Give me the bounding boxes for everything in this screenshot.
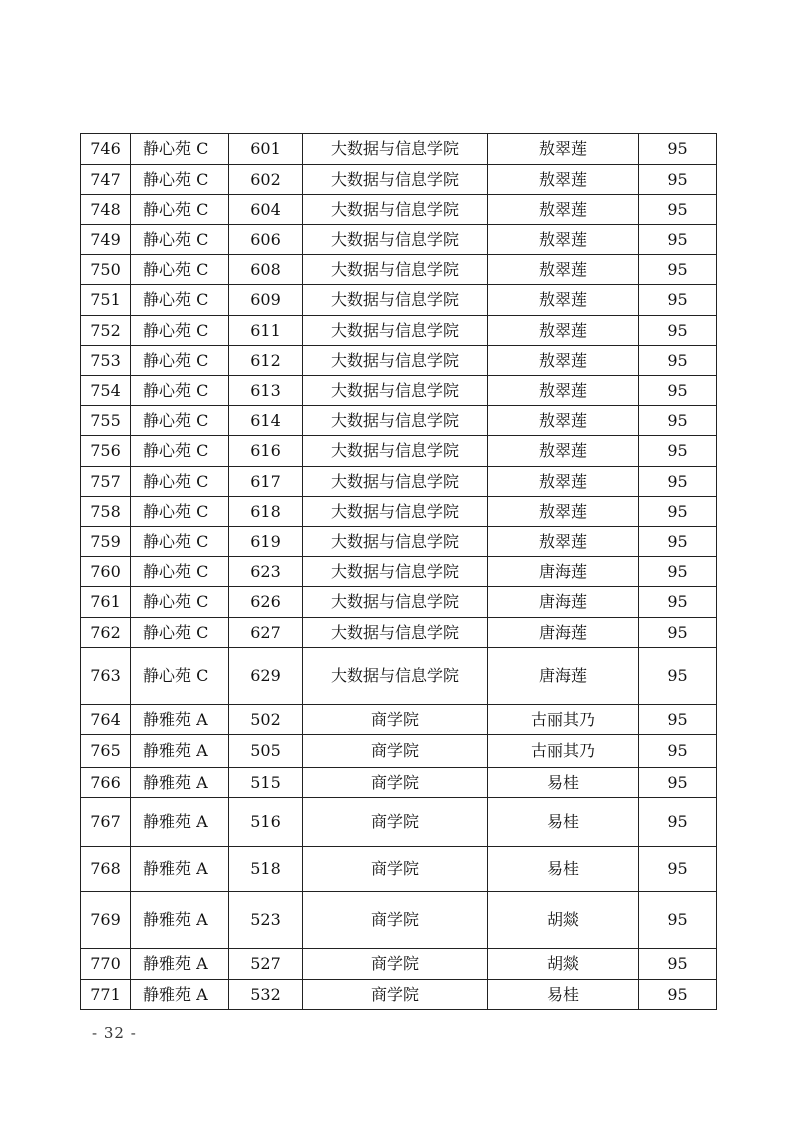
- cell-room: 613: [229, 376, 303, 406]
- table-row: [81, 949, 717, 980]
- table-row: [81, 406, 717, 436]
- cell-college: 商学院: [303, 768, 488, 798]
- cell-college: 大数据与信息学院: [303, 195, 488, 225]
- cell-score: 95: [639, 316, 717, 346]
- cell-room: 527: [229, 949, 303, 980]
- cell-score: 95: [639, 436, 717, 467]
- cell-number: 756: [81, 436, 131, 467]
- cell-building: 静心苑 C: [131, 134, 229, 165]
- cell-number: 757: [81, 467, 131, 497]
- table-row: [81, 847, 717, 892]
- cell-college: 大数据与信息学院: [303, 346, 488, 376]
- cell-room: 629: [229, 648, 303, 705]
- cell-building: 静心苑 C: [131, 618, 229, 648]
- cell-building: 静心苑 C: [131, 376, 229, 406]
- table-row: [81, 195, 717, 225]
- cell-number: 771: [81, 980, 131, 1010]
- cell-college: 大数据与信息学院: [303, 225, 488, 255]
- cell-number: 748: [81, 195, 131, 225]
- cell-counselor: 易桂: [488, 980, 639, 1010]
- cell-room: 626: [229, 587, 303, 618]
- cell-room: 618: [229, 497, 303, 527]
- cell-number: 755: [81, 406, 131, 436]
- cell-score: 95: [639, 467, 717, 497]
- cell-college: 大数据与信息学院: [303, 436, 488, 467]
- cell-number: 762: [81, 618, 131, 648]
- cell-room: 505: [229, 735, 303, 768]
- table-row: [81, 527, 717, 557]
- cell-building: 静雅苑 A: [131, 949, 229, 980]
- cell-room: 604: [229, 195, 303, 225]
- cell-building: 静心苑 C: [131, 648, 229, 705]
- cell-number: 753: [81, 346, 131, 376]
- cell-score: 95: [639, 527, 717, 557]
- cell-building: 静心苑 C: [131, 225, 229, 255]
- cell-score: 95: [639, 134, 717, 165]
- cell-college: 大数据与信息学院: [303, 165, 488, 195]
- cell-building: 静心苑 C: [131, 527, 229, 557]
- table-row: [81, 316, 717, 346]
- cell-number: 749: [81, 225, 131, 255]
- cell-score: 95: [639, 980, 717, 1010]
- cell-room: 616: [229, 436, 303, 467]
- cell-building: 静心苑 C: [131, 316, 229, 346]
- cell-number: 763: [81, 648, 131, 705]
- cell-college: 大数据与信息学院: [303, 557, 488, 587]
- cell-number: 768: [81, 847, 131, 892]
- cell-score: 95: [639, 618, 717, 648]
- cell-building: 静雅苑 A: [131, 768, 229, 798]
- cell-counselor: 易桂: [488, 847, 639, 892]
- cell-counselor: 胡燚: [488, 949, 639, 980]
- cell-college: 商学院: [303, 892, 488, 949]
- cell-building: 静心苑 C: [131, 195, 229, 225]
- cell-score: 95: [639, 768, 717, 798]
- cell-college: 大数据与信息学院: [303, 648, 488, 705]
- cell-room: 602: [229, 165, 303, 195]
- cell-college: 大数据与信息学院: [303, 618, 488, 648]
- cell-college: 商学院: [303, 980, 488, 1010]
- cell-score: 95: [639, 648, 717, 705]
- table-row: [81, 705, 717, 735]
- cell-college: 大数据与信息学院: [303, 406, 488, 436]
- cell-building: 静心苑 C: [131, 255, 229, 285]
- cell-counselor: 胡燚: [488, 892, 639, 949]
- cell-room: 619: [229, 527, 303, 557]
- cell-counselor: 敖翠莲: [488, 376, 639, 406]
- cell-college: 大数据与信息学院: [303, 134, 488, 165]
- cell-building: 静心苑 C: [131, 436, 229, 467]
- cell-college: 大数据与信息学院: [303, 587, 488, 618]
- cell-counselor: 敖翠莲: [488, 165, 639, 195]
- cell-room: 611: [229, 316, 303, 346]
- table-row: [81, 134, 717, 165]
- cell-counselor: 敖翠莲: [488, 285, 639, 316]
- cell-room: 608: [229, 255, 303, 285]
- cell-number: 769: [81, 892, 131, 949]
- cell-building: 静心苑 C: [131, 497, 229, 527]
- cell-score: 95: [639, 587, 717, 618]
- cell-score: 95: [639, 165, 717, 195]
- cell-building: 静雅苑 A: [131, 705, 229, 735]
- cell-counselor: 易桂: [488, 768, 639, 798]
- cell-room: 609: [229, 285, 303, 316]
- cell-number: 761: [81, 587, 131, 618]
- table-row: [81, 497, 717, 527]
- cell-score: 95: [639, 847, 717, 892]
- cell-room: 516: [229, 798, 303, 847]
- cell-college: 商学院: [303, 735, 488, 768]
- cell-number: 746: [81, 134, 131, 165]
- table-row: [81, 980, 717, 1010]
- cell-score: 95: [639, 255, 717, 285]
- cell-counselor: 敖翠莲: [488, 467, 639, 497]
- table-row: [81, 768, 717, 798]
- cell-score: 95: [639, 376, 717, 406]
- cell-room: 515: [229, 768, 303, 798]
- table-row: [81, 587, 717, 618]
- cell-number: 747: [81, 165, 131, 195]
- cell-score: 95: [639, 892, 717, 949]
- cell-building: 静雅苑 A: [131, 798, 229, 847]
- cell-building: 静心苑 C: [131, 346, 229, 376]
- cell-score: 95: [639, 497, 717, 527]
- cell-number: 750: [81, 255, 131, 285]
- cell-number: 765: [81, 735, 131, 768]
- cell-college: 大数据与信息学院: [303, 376, 488, 406]
- table-row: [81, 735, 717, 768]
- cell-building: 静心苑 C: [131, 587, 229, 618]
- cell-college: 商学院: [303, 847, 488, 892]
- cell-counselor: 唐海莲: [488, 648, 639, 705]
- cell-score: 95: [639, 285, 717, 316]
- cell-counselor: 敖翠莲: [488, 255, 639, 285]
- table-body: [81, 134, 717, 1010]
- cell-college: 大数据与信息学院: [303, 527, 488, 557]
- dormitory-score-table: [80, 133, 717, 1010]
- cell-college: 商学院: [303, 949, 488, 980]
- cell-counselor: 敖翠莲: [488, 436, 639, 467]
- cell-room: 614: [229, 406, 303, 436]
- cell-room: 523: [229, 892, 303, 949]
- cell-room: 623: [229, 557, 303, 587]
- cell-building: 静心苑 C: [131, 285, 229, 316]
- cell-building: 静雅苑 A: [131, 847, 229, 892]
- cell-score: 95: [639, 735, 717, 768]
- cell-score: 95: [639, 798, 717, 847]
- cell-room: 502: [229, 705, 303, 735]
- table-row: [81, 346, 717, 376]
- cell-building: 静心苑 C: [131, 165, 229, 195]
- cell-number: 764: [81, 705, 131, 735]
- cell-counselor: 唐海莲: [488, 618, 639, 648]
- cell-counselor: 敖翠莲: [488, 225, 639, 255]
- table-row: [81, 557, 717, 587]
- cell-counselor: 敖翠莲: [488, 527, 639, 557]
- cell-room: 617: [229, 467, 303, 497]
- cell-number: 759: [81, 527, 131, 557]
- cell-score: 95: [639, 949, 717, 980]
- cell-counselor: 敖翠莲: [488, 406, 639, 436]
- cell-number: 751: [81, 285, 131, 316]
- cell-counselor: 敖翠莲: [488, 195, 639, 225]
- cell-room: 518: [229, 847, 303, 892]
- cell-counselor: 敖翠莲: [488, 346, 639, 376]
- cell-score: 95: [639, 195, 717, 225]
- cell-number: 766: [81, 768, 131, 798]
- cell-counselor: 敖翠莲: [488, 134, 639, 165]
- table-row: [81, 892, 717, 949]
- table-row: [81, 648, 717, 705]
- cell-college: 大数据与信息学院: [303, 316, 488, 346]
- table-row: [81, 798, 717, 847]
- cell-room: 627: [229, 618, 303, 648]
- cell-building: 静雅苑 A: [131, 735, 229, 768]
- cell-number: 760: [81, 557, 131, 587]
- table-row: [81, 376, 717, 406]
- cell-counselor: 唐海莲: [488, 587, 639, 618]
- cell-college: 大数据与信息学院: [303, 497, 488, 527]
- cell-number: 754: [81, 376, 131, 406]
- table-row: [81, 436, 717, 467]
- cell-building: 静雅苑 A: [131, 892, 229, 949]
- cell-building: 静雅苑 A: [131, 980, 229, 1010]
- cell-score: 95: [639, 346, 717, 376]
- cell-number: 752: [81, 316, 131, 346]
- table-row: [81, 285, 717, 316]
- cell-college: 大数据与信息学院: [303, 467, 488, 497]
- table-row: [81, 165, 717, 195]
- table-row: [81, 467, 717, 497]
- cell-number: 767: [81, 798, 131, 847]
- cell-counselor: 唐海莲: [488, 557, 639, 587]
- cell-room: 601: [229, 134, 303, 165]
- cell-college: 商学院: [303, 798, 488, 847]
- cell-college: 商学院: [303, 705, 488, 735]
- cell-building: 静心苑 C: [131, 406, 229, 436]
- cell-score: 95: [639, 406, 717, 436]
- cell-number: 758: [81, 497, 131, 527]
- cell-counselor: 敖翠莲: [488, 497, 639, 527]
- cell-room: 606: [229, 225, 303, 255]
- cell-college: 大数据与信息学院: [303, 285, 488, 316]
- table-row: [81, 618, 717, 648]
- cell-room: 532: [229, 980, 303, 1010]
- cell-score: 95: [639, 705, 717, 735]
- table-row: [81, 225, 717, 255]
- page-number: - 32 -: [92, 1024, 137, 1042]
- cell-room: 612: [229, 346, 303, 376]
- table-row: [81, 255, 717, 285]
- cell-counselor: 古丽其乃: [488, 705, 639, 735]
- cell-counselor: 古丽其乃: [488, 735, 639, 768]
- cell-counselor: 易桂: [488, 798, 639, 847]
- cell-building: 静心苑 C: [131, 557, 229, 587]
- cell-score: 95: [639, 557, 717, 587]
- cell-number: 770: [81, 949, 131, 980]
- cell-counselor: 敖翠莲: [488, 316, 639, 346]
- cell-score: 95: [639, 225, 717, 255]
- cell-college: 大数据与信息学院: [303, 255, 488, 285]
- cell-building: 静心苑 C: [131, 467, 229, 497]
